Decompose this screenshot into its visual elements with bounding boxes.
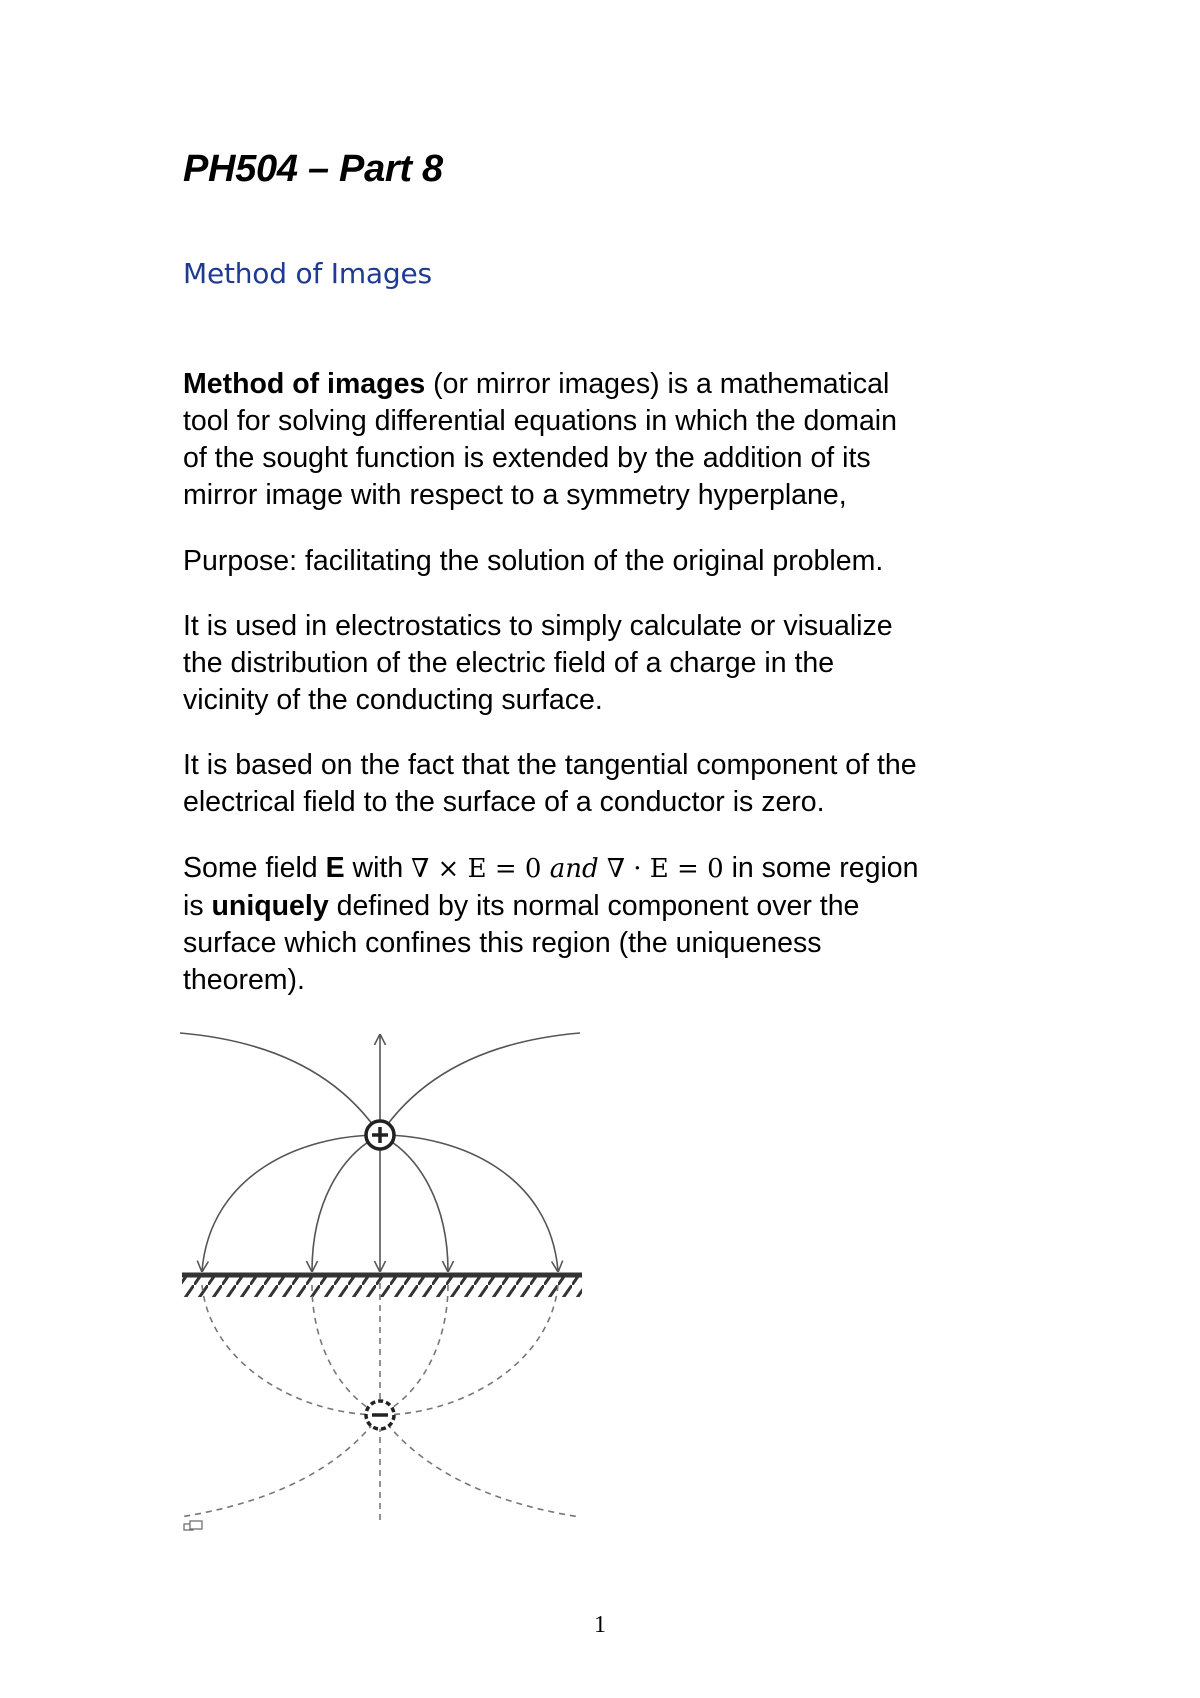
field-line-inner-right	[380, 1135, 448, 1271]
paragraph-tangential	[183, 747, 1063, 821]
field-line-upper-right	[380, 1033, 580, 1135]
paragraph-purpose	[183, 543, 1063, 580]
field-line-inner-left	[312, 1135, 380, 1271]
electrostatics-line-3: vicinity of the conducting surface.	[183, 684, 603, 716]
page-title: PH504 – Part 8	[183, 148, 443, 190]
field-lines-real	[180, 1033, 580, 1271]
electrostatics-line-2: the distribution of the electric field of a charge in the	[183, 647, 835, 679]
divergence-equation: ∇ · E = 0	[606, 854, 724, 884]
paragraph-definition	[183, 366, 1063, 514]
uniqueness-line-3: surface which confines this region (the uniqueness	[183, 927, 822, 959]
definition-line-3: of the sought function is extended by the addition of its	[183, 442, 871, 474]
conductor-hatching	[182, 1275, 582, 1297]
curl-equation: ∇ × E = 0	[411, 854, 542, 884]
positive-charge	[366, 1121, 394, 1149]
negative-image-charge	[366, 1401, 394, 1429]
purpose-line: Purpose: facilitating the solution of the original problem.	[183, 545, 884, 577]
image-line-inner-left	[312, 1285, 380, 1415]
definition-bold-lead: Method of images	[183, 368, 426, 400]
tangential-line-1: It is based on the fact that the tangential component of the	[183, 749, 917, 781]
and-word: and	[541, 854, 607, 884]
uniqueness-line-2	[183, 888, 1063, 925]
image-charge-figure	[180, 1025, 588, 1533]
uniqueness-text-3: in some region	[723, 852, 919, 884]
page-number: 1	[594, 1612, 606, 1638]
image-placeholder-icon	[184, 1521, 202, 1530]
uniqueness-text-2: with	[344, 852, 412, 884]
image-line-lower-left	[180, 1415, 380, 1517]
field-e-symbol: E	[325, 852, 345, 884]
uniquely-bold: uniquely	[211, 890, 329, 922]
uniqueness-line-4: theorem).	[183, 964, 305, 996]
image-line-inner-right	[380, 1285, 448, 1415]
image-line-lower-right	[380, 1415, 580, 1517]
paragraph-uniqueness	[183, 850, 1063, 999]
tangential-line-2: electrical field to the surface of a conductor is zero.	[183, 786, 825, 818]
field-line-upper-left	[180, 1033, 380, 1135]
definition-line-1-rest: (or mirror images) is a mathematical	[425, 368, 890, 400]
uniqueness-text-5: defined by its normal component over the	[328, 890, 860, 922]
definition-line-2: tool for solving differential equations in which the domain	[183, 405, 897, 437]
definition-line-1	[183, 366, 1063, 403]
image-line-outer-right	[380, 1285, 558, 1415]
paragraph-electrostatics	[183, 608, 1063, 719]
image-line-outer-left	[202, 1285, 380, 1415]
uniqueness-text-4: is	[183, 890, 212, 922]
electrostatics-line-1: It is used in electrostatics to simply calculate or visualize	[183, 610, 893, 642]
definition-line-4: mirror image with respect to a symmetry hyperplane,	[183, 479, 847, 511]
uniqueness-line-1	[183, 850, 1063, 888]
uniqueness-text-1: Some field	[183, 852, 326, 884]
section-heading: Method of Images	[183, 257, 432, 290]
